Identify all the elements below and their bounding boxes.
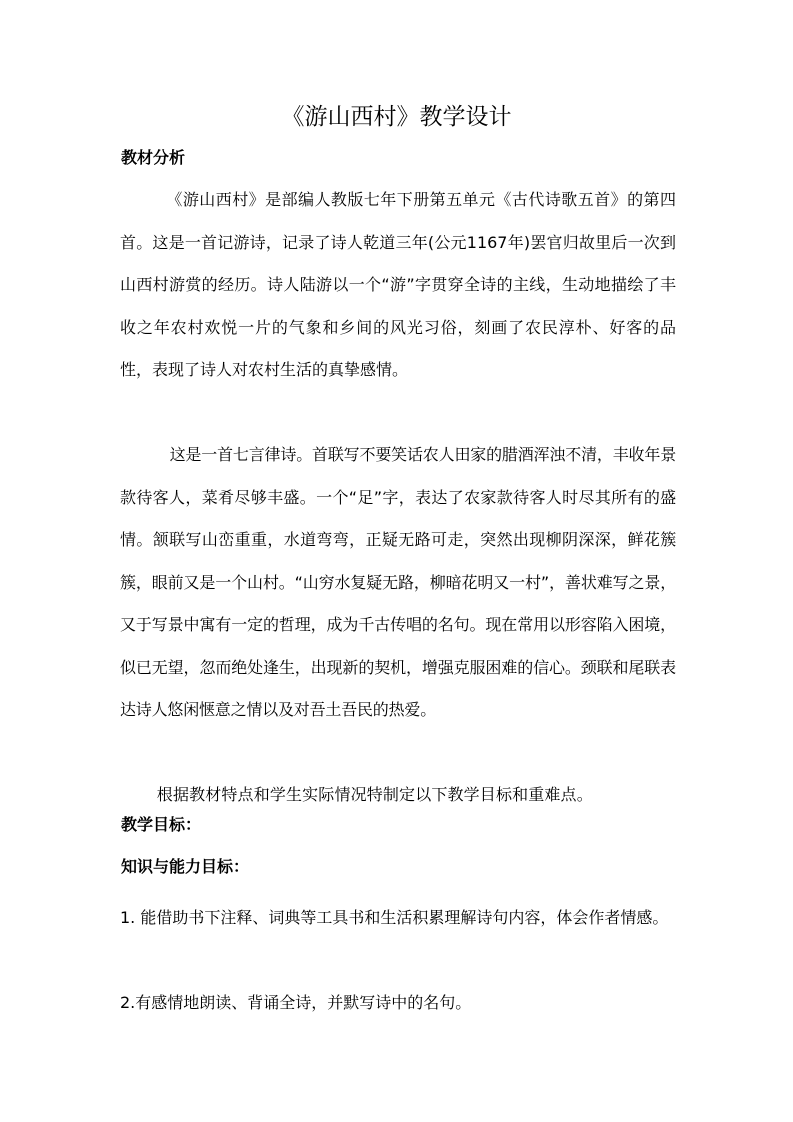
subsection-heading-knowledge-ability: 知识与能力目标： [121, 857, 250, 876]
paragraph-intro: 《游山西村》是部编人教版七年下册第五单元《古代诗歌五首》的第四首。这是一首记游诗，记录了诗人乾道三年(公元1167年)罢官归故里后一次到山西村游赏的经历。诗人陆游以一个“游”字贯穿全诗的主线，生动地描绘了丰收之年农村欢悦一片的气象和乡间的风光习俗，刻画了农民淳朴、好客的品性，表现了诗人对农村生活的真挚感情。 [120, 190, 676, 379]
document-title: 《游山西村》教学设计 [281, 104, 512, 130]
paragraph-goals-lead: 根据教材特点和学生实际情况特制定以下教学目标和重难点。 [156, 785, 593, 804]
section-heading-teaching-goals: 教学目标： [121, 815, 202, 834]
paragraph-poem-analysis: 这是一首七言律诗。首联写不要笑话农人田家的腊酒浑浊不清，丰收年景款待客人，菜肴尽够丰盛。一个“足”字，表达了农家款待客人时尽其所有的盛情。颔联写山峦重重，水道弯弯，正疑无路可走，突然出现柳阴深深，鲜花簇簇，眼前又是一个山村。“山穷水复疑无路，柳暗花明又一村”，善状难写之景，又于写景中寓有一定的哲理，成为千古传唱的名句。现在常用以形容陷入困境，似已无望，忽而绝处逢生，出现新的契机，增强克服困难的信心。颈联和尾联表达诗人悠闲惬意之情以及对吾土吾民的热爱。 [120, 445, 676, 719]
goal-list-item-1: 1. 能借助书下注释、词典等工具书和生活积累理解诗句内容，体会作者情感。 [120, 908, 669, 927]
goal-list-item-2: 2.有感情地朗读、背诵全诗，并默写诗中的名句。 [120, 993, 472, 1012]
section-heading-textbook-analysis: 教材分析 [121, 148, 186, 167]
